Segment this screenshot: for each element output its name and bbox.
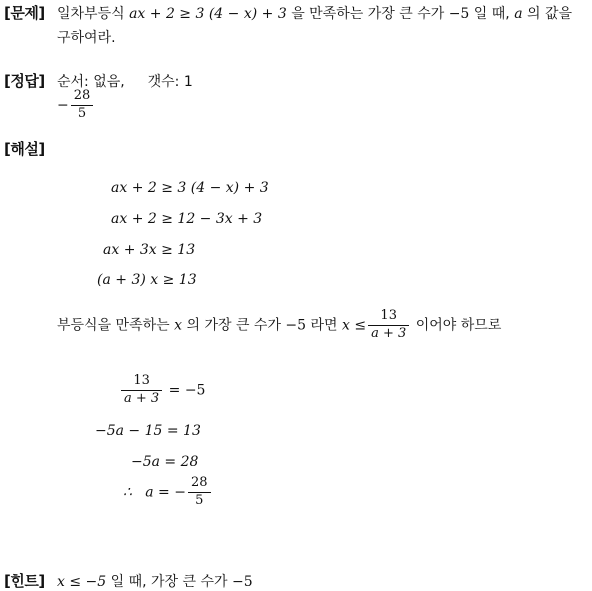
solution-text-prefix: 부등식을 만족하는 [57,317,170,334]
answer-fraction [71,89,94,122]
solution-cond-denominator: a + 3 [371,325,407,341]
answer-numerator: 28 [71,89,94,106]
hint-text [57,571,253,591]
problem-mid: 을 만족하는 가장 큰 수가 [291,6,445,22]
hint-body: 일 때, 가장 큰 수가 [110,574,228,590]
solution-eq-2: −5a − 15 = 13 [95,423,201,439]
problem-inequality: ax + 2 ≥ 3 (4 − x) + 3 [129,6,287,22]
answer-order: 순서: 없음, [57,74,125,90]
problem-neg-five: −5 [448,6,470,22]
solution-step-1: ax + 2 ≥ 3 (4 − x) + 3 [111,180,269,196]
solution-text-mid: 의 가장 큰 수가 [186,317,281,334]
solution-eq1-numerator: 13 [121,374,162,391]
solution-text-mid2: 라면 [310,317,338,334]
answer-denominator: 5 [77,105,87,121]
solution-eq1-rhs: = −5 [168,382,206,399]
problem-mid2: 일 때, [473,6,510,22]
solution-cond-numerator: 13 [368,309,409,326]
solution-cond-fraction [368,309,409,342]
solution-eq1-denominator: a + 3 [124,390,160,406]
solution-eq4-numerator: 28 [188,476,211,493]
problem-suffix: 의 값을 [527,6,573,22]
answer-label: [정답] [4,72,45,90]
problem-prefix: 일차부등식 [57,6,125,22]
solution-explanation [57,309,501,342]
solution-eq4-fraction [188,476,211,509]
solution-step-4: (a + 3) x ≥ 13 [97,272,197,288]
problem-label: [문제] [4,4,45,22]
solution-eq-1 [119,374,205,407]
solution-var-x: x [174,317,183,334]
hint-label: [힌트] [4,572,45,590]
problem-var-a: a [514,6,523,22]
problem-line-1 [57,3,572,23]
problem-line-2: 구하여라. [57,30,116,46]
solution-step-3: ax + 3x ≥ 13 [103,242,196,258]
solution-label: [해설] [4,140,45,158]
solution-neg-five: −5 [285,317,307,334]
solution-step-2: ax + 2 ≥ 12 − 3x + 3 [111,211,263,227]
hint-neg-five: −5 [232,574,253,590]
solution-cond-lhs: x ≤ [342,317,367,334]
answer-count: 갯수: 1 [147,74,193,90]
hint-condition: x ≤ −5 [57,574,107,590]
answer-value [57,89,95,122]
solution-eq4-denominator: 5 [195,492,204,508]
solution-eq4-lhs: ∴ a = − [123,484,186,501]
answer-sign: − [57,97,69,114]
solution-eq-3: −5a = 28 [131,454,199,470]
solution-eq-4 [123,476,213,509]
solution-eq1-fraction [121,374,162,407]
solution-text-suffix: 이어야 하므로 [415,317,502,334]
